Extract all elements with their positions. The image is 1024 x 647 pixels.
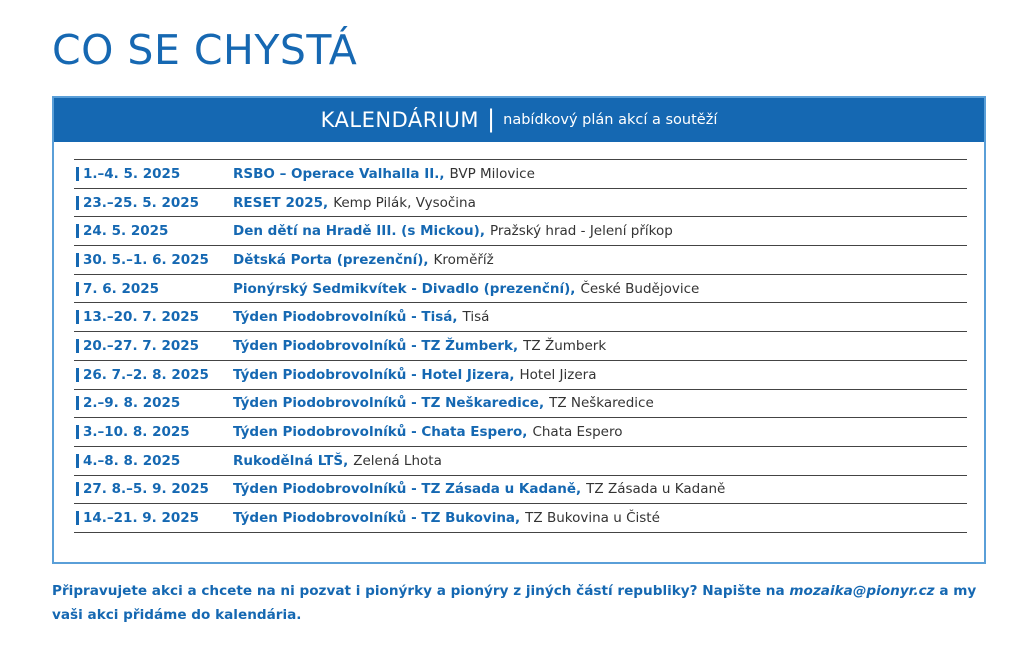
event-date: 23.–25. 5. 2025 xyxy=(83,194,200,211)
row-marker xyxy=(76,425,79,439)
event-place: Kroměříž xyxy=(433,251,494,268)
row-marker xyxy=(76,511,79,525)
event-date: 30. 5.–1. 6. 2025 xyxy=(83,251,209,268)
event-name: RESET 2025, xyxy=(233,194,329,211)
event-place: Tisá xyxy=(462,309,490,326)
footer-email-link[interactable]: mozaika@pionyr.cz xyxy=(789,583,935,599)
event-name: Dětská Porta (prezenční), xyxy=(233,251,429,268)
row-marker xyxy=(76,224,79,238)
event-row xyxy=(74,275,967,304)
event-name: Den dětí na Hradě III. (s Mickou), xyxy=(233,223,485,240)
event-date: 4.–8. 8. 2025 xyxy=(83,452,181,469)
event-name: Týden Piodobrovolníků - TZ Neškaredice, xyxy=(233,395,545,412)
event-row xyxy=(74,246,967,275)
event-date: 14.–21. 9. 2025 xyxy=(83,510,200,527)
event-place: Hotel Jizera xyxy=(519,366,597,383)
event-name: Pionýrský Sedmikvítek - Divadlo (prezenční), xyxy=(233,280,576,297)
event-row xyxy=(74,390,967,419)
row-marker xyxy=(76,396,79,410)
event-name: Týden Piodobrovolníků - Tisá, xyxy=(233,309,458,326)
event-name: Týden Piodobrovolníků - TZ Zásada u Kadaně, xyxy=(233,481,582,498)
header-separator: | xyxy=(487,105,496,133)
event-list xyxy=(74,159,967,533)
row-marker xyxy=(76,196,79,210)
event-row xyxy=(74,189,967,218)
footer-text-before: Připravujete akci a chcete na ni pozvat i pionýrky a pionýry z jiných částí republiky? Napište na xyxy=(52,583,790,599)
footer-note xyxy=(52,579,992,627)
event-row xyxy=(74,303,967,332)
calendar-panel xyxy=(52,96,986,564)
event-name: Týden Piodobrovolníků - TZ Bukovina, xyxy=(233,510,521,527)
event-row xyxy=(74,476,967,505)
row-marker xyxy=(76,253,79,267)
event-place: České Budějovice xyxy=(580,280,700,297)
event-date: 3.–10. 8. 2025 xyxy=(83,424,190,441)
event-date: 20.–27. 7. 2025 xyxy=(83,337,200,354)
event-name: Rukodělná LTŠ, xyxy=(233,452,349,469)
row-marker xyxy=(76,167,79,181)
event-row xyxy=(74,418,967,447)
event-row xyxy=(74,332,967,361)
event-name: Týden Piodobrovolníků - Chata Espero, xyxy=(233,424,528,441)
event-row xyxy=(74,361,967,390)
event-place: Zelená Lhota xyxy=(353,452,442,469)
footer-text-after: a my vaši akci přidáme do kalendária. xyxy=(52,583,977,623)
calendar-subtitle: nabídkový plán akcí a soutěží xyxy=(503,112,718,128)
event-place: TZ Žumberk xyxy=(523,337,607,354)
event-name: Týden Piodobrovolníků - TZ Žumberk, xyxy=(233,337,519,354)
event-date: 1.–4. 5. 2025 xyxy=(83,165,181,182)
event-place: TZ Bukovina u Čisté xyxy=(525,510,660,527)
event-name: Týden Piodobrovolníků - Hotel Jizera, xyxy=(233,366,515,383)
event-row xyxy=(74,504,967,533)
event-date: 27. 8.–5. 9. 2025 xyxy=(83,481,209,498)
calendar-title: KALENDÁRIUM xyxy=(320,108,480,132)
page-title: CO SE CHYSTÁ xyxy=(52,26,358,74)
event-date: 7. 6. 2025 xyxy=(83,280,160,297)
row-marker xyxy=(76,454,79,468)
event-date: 13.–20. 7. 2025 xyxy=(83,309,200,326)
event-place: TZ Neškaredice xyxy=(549,395,654,412)
event-date: 26. 7.–2. 8. 2025 xyxy=(83,366,209,383)
event-date: 2.–9. 8. 2025 xyxy=(83,395,181,412)
row-marker xyxy=(76,310,79,324)
event-place: TZ Zásada u Kadaně xyxy=(586,481,726,498)
event-date: 24. 5. 2025 xyxy=(83,223,169,240)
row-marker xyxy=(76,339,79,353)
row-marker xyxy=(76,482,79,496)
row-marker xyxy=(76,282,79,296)
event-place: BVP Milovice xyxy=(449,165,535,182)
calendar-header xyxy=(54,98,984,142)
event-row xyxy=(74,160,967,189)
event-row xyxy=(74,447,967,476)
event-place: Pražský hrad - Jelení příkop xyxy=(489,223,673,240)
event-name: RSBO – Operace Valhalla II., xyxy=(233,165,445,182)
event-place: Chata Espero xyxy=(532,424,623,441)
event-place: Kemp Pilák, Vysočina xyxy=(333,194,476,211)
row-marker xyxy=(76,368,79,382)
event-row xyxy=(74,217,967,246)
